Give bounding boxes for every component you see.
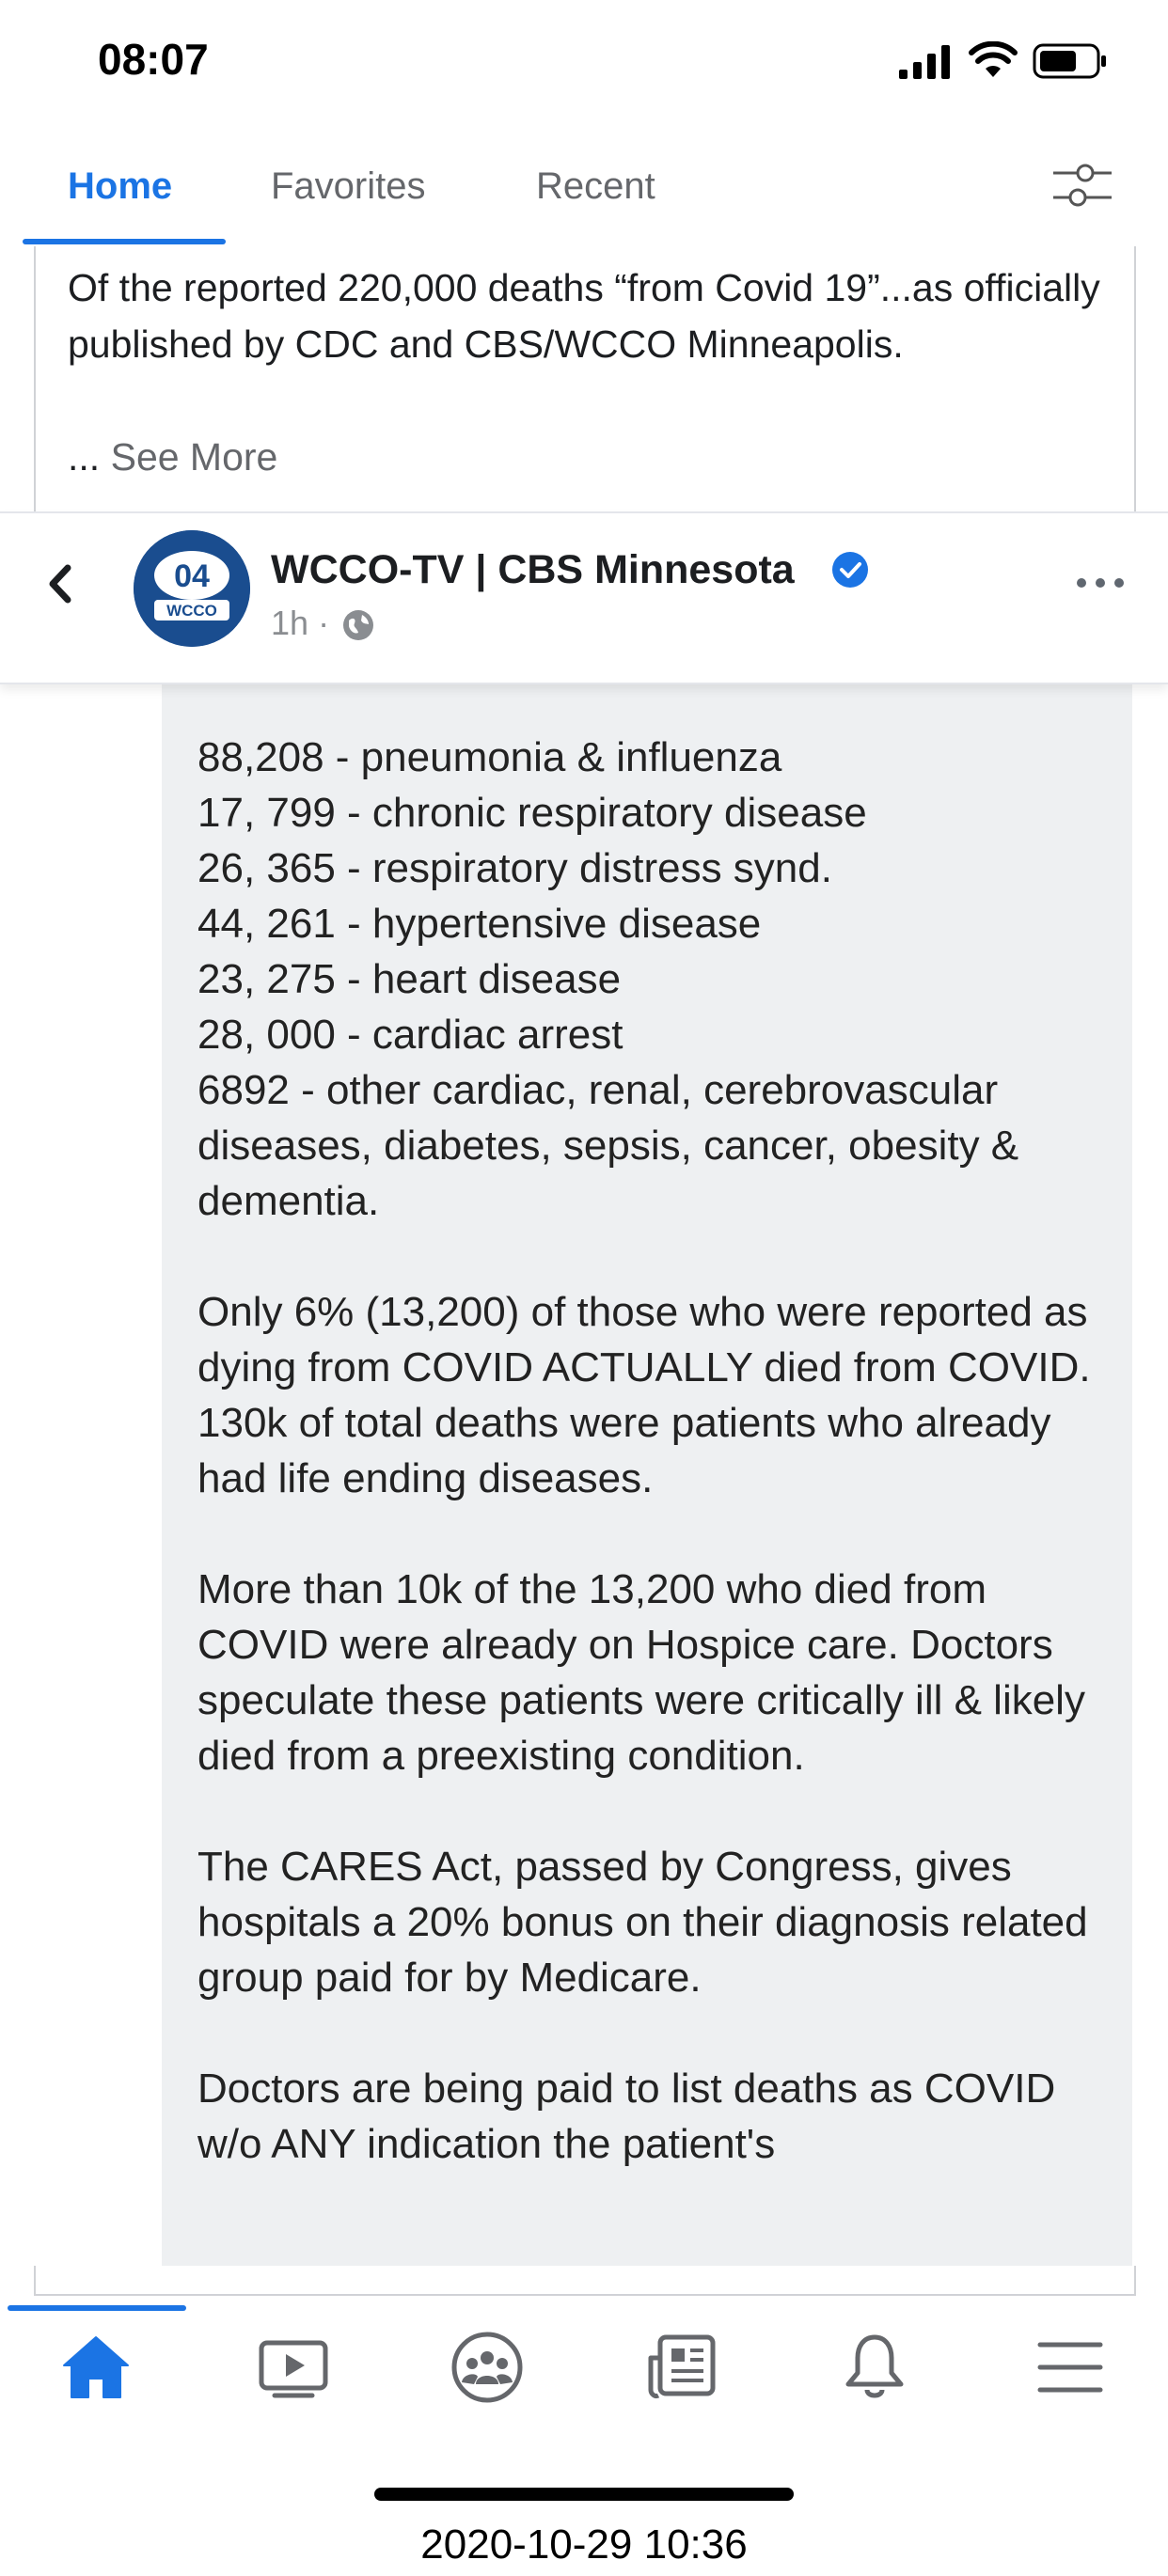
active-nav-indicator	[8, 2305, 186, 2311]
bottom-nav	[0, 2305, 1168, 2446]
image-text: 88,208 - pneumonia & influenza 17, 799 - chronic respiratory disease 26, 365 - respiratory distress synd. 44, 261 - hypertensive disease 23, 275 - heart disease 28, 000 - cardiac arrest 6892 - other cardiac, renal, cerebrovascular diseases, diabetes, sepsis, cancer, obesity & dementia. Only 6% (13,200) of those who were reported as dying from COVID ACTUALLY died from COVID. 130k of total deaths were patients who already had life ending diseases. More than 10k of the 13,200 who died from COVID were already on Hospice care. Doctors speculate these patients were critically ill & likely died from a preexisting condition. The CARES Act, passed by Congress, gives hospitals a 20% bonus on their diagnosis related group paid for by Medicare. Doctors are being paid to list deaths as COVID w/o ANY indication the patient's	[197, 734, 1091, 2167]
svg-text:WCCO: WCCO	[166, 602, 217, 620]
filter-settings-icon[interactable]	[1051, 160, 1113, 211]
post-text: Of the reported 220,000 deaths “from Covid 19”...as officially published by CDC and CBS/WCCO Minneapolis.	[68, 266, 1100, 366]
page-name[interactable]: WCCO-TV | CBS Minnesota	[271, 547, 795, 592]
bell-icon[interactable]	[837, 2330, 912, 2405]
post-time	[271, 604, 329, 643]
page-header	[0, 511, 1168, 684]
tab-home[interactable]: Home	[68, 165, 173, 207]
wcco-logo-icon	[134, 530, 250, 647]
see-more-label: See More	[110, 435, 278, 479]
active-tab-indicator	[23, 239, 226, 244]
battery-icon	[1033, 43, 1108, 79]
post-time-separator: ·	[318, 604, 330, 642]
tab-recent[interactable]: Recent	[536, 165, 655, 207]
status-time: 08:07	[98, 35, 209, 84]
cellular-signal-icon	[899, 45, 952, 79]
back-chevron-icon[interactable]	[38, 549, 83, 619]
home-indicator[interactable]	[374, 2488, 794, 2501]
verified-badge-icon	[831, 551, 869, 589]
home-icon[interactable]	[58, 2330, 134, 2405]
tab-favorites[interactable]: Favorites	[271, 165, 426, 207]
groups-icon[interactable]	[450, 2330, 525, 2405]
page-avatar[interactable]	[134, 530, 250, 647]
menu-icon[interactable]	[1033, 2330, 1108, 2405]
see-more-link[interactable]	[68, 429, 277, 485]
post-card-bottom	[34, 2266, 1136, 2296]
see-more-ellipsis: ...	[68, 435, 101, 479]
news-icon[interactable]	[643, 2330, 718, 2405]
screenshot-timestamp: 2020-10-29 10:36	[420, 2521, 748, 2568]
svg-text:04: 04	[174, 558, 210, 594]
more-options-icon[interactable]	[1072, 566, 1129, 600]
wifi-icon	[969, 41, 1018, 79]
post-time-value: 1h	[271, 604, 309, 642]
post-image[interactable]	[162, 681, 1132, 2266]
video-icon[interactable]	[256, 2330, 331, 2405]
globe-icon	[340, 607, 376, 643]
